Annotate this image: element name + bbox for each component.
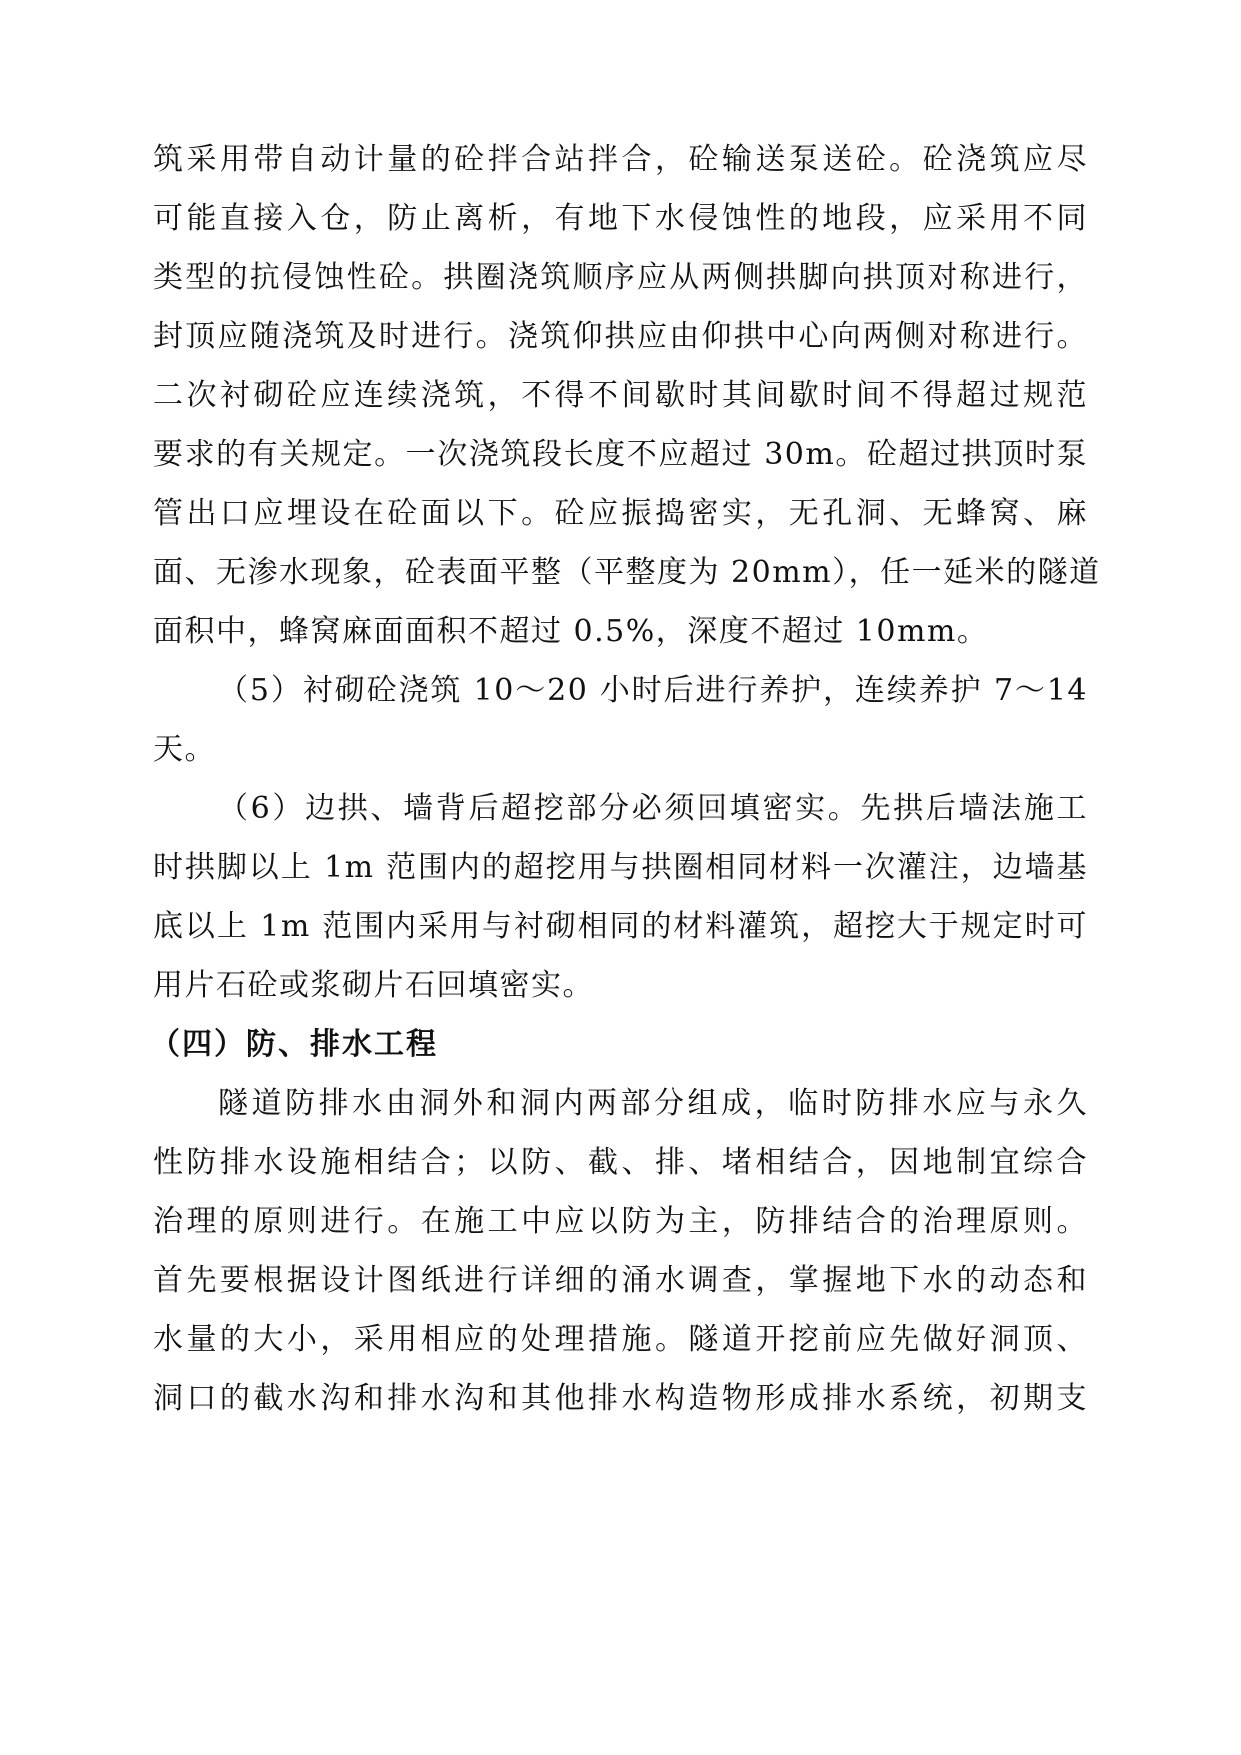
paragraph-line: 管出口应埋设在砼面以下。砼应振捣密实，无孔洞、无蜂窝、麻: [153, 496, 1088, 531]
paragraph-line: 类型的抗侵蚀性砼。拱圈浇筑顺序应从两侧拱脚向拱顶对称进行，: [153, 260, 1088, 295]
paragraph-line: 首先要根据设计图纸进行详细的涌水调查，掌握地下水的动态和: [153, 1263, 1088, 1298]
paragraph-line-last: 用片石砼或浆砌片石回填密实。: [153, 968, 594, 1003]
paragraph-line: 治理的原则进行。在施工中应以防为主，防排结合的治理原则。: [153, 1204, 1088, 1239]
paragraph-line-last: 面积中，蜂窝麻面面积不超过 0.5%，深度不超过 10mm。: [153, 614, 989, 649]
paragraph-line-last: 天。: [153, 732, 216, 767]
paragraph-line: （5）衬砌砼浇筑 10～20 小时后进行养护，连续养护 7～14: [218, 673, 1088, 708]
paragraph-line: 隧道防排水由洞外和洞内两部分组成，临时防排水应与永久: [218, 1086, 1088, 1121]
paragraph-line: 二次衬砌砼应连续浇筑，不得不间歇时其间歇时间不得超过规范: [153, 378, 1088, 413]
paragraph-line: 筑采用带自动计量的砼拌合站拌合，砼输送泵送砼。砼浇筑应尽: [153, 142, 1088, 177]
paragraph-line: 可能直接入仓，防止离析，有地下水侵蚀性的地段，应采用不同: [153, 201, 1088, 236]
paragraph-line: 时拱脚以上 1m 范围内的超挖用与拱圈相同材料一次灌注，边墙基: [153, 850, 1088, 885]
paragraph-line: 水量的大小，采用相应的处理措施。隧道开挖前应先做好洞顶、: [153, 1322, 1088, 1357]
paragraph-line: 性防排水设施相结合；以防、截、排、堵相结合，因地制宜综合: [153, 1145, 1088, 1180]
paragraph-line: 要求的有关规定。一次浇筑段长度不应超过 30m。砼超过拱顶时泵: [153, 437, 1088, 472]
paragraph-line: 洞口的截水沟和排水沟和其他排水构造物形成排水系统，初期支: [153, 1381, 1088, 1416]
paragraph-line: 底以上 1m 范围内采用与衬砌相同的材料灌筑，超挖大于规定时可: [153, 909, 1088, 944]
section-heading: （四）防、排水工程: [150, 1027, 438, 1062]
paragraph-line: 面、无渗水现象，砼表面平整（平整度为 20mm），任一延米的隧道: [153, 555, 1101, 590]
paragraph-line: 封顶应随浇筑及时进行。浇筑仰拱应由仰拱中心向两侧对称进行。: [153, 319, 1088, 354]
paragraph-line: （6）边拱、墙背后超挖部分必须回填密实。先拱后墙法施工: [218, 791, 1088, 826]
